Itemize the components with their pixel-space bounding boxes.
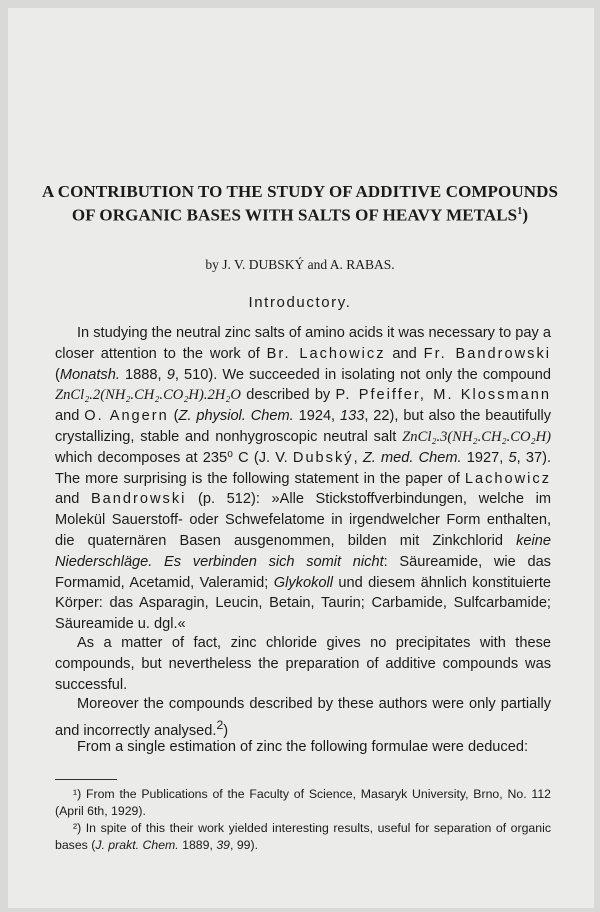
author-name: Bandrowski [90, 491, 187, 508]
volume: 39 [216, 838, 230, 852]
footnote-2: ²) In spite of this their work yielded interesting results, useful for separation of organic bases (J. prakt. Chem. 1889, 39, 99). [55, 821, 551, 852]
title-text: A CONTRIBUTION TO THE STUDY OF ADDITIVE COMPOUNDS OF ORGANIC BASES WITH SALTS OF HEAVY METALS [41, 182, 559, 225]
footnote-mark: 2 [216, 717, 224, 732]
author-name: Br. Lachowicz [266, 345, 386, 362]
title-footnote-close: ) [522, 205, 529, 225]
paragraph-4: From a single estimation of zinc the following formulae were deduced: [77, 739, 529, 755]
volume: 5 [508, 449, 517, 466]
journal-name: Monatsh. [59, 366, 120, 383]
author-name: Lachowicz [464, 470, 551, 487]
journal-name: Z. physiol. Chem. [178, 408, 294, 425]
article-title [40, 182, 560, 226]
journal-name: Z. med. Chem. [362, 449, 462, 466]
author-name: P. Pfeiffer, M. Klossmann [335, 387, 551, 404]
title-footnote-mark: 1 [517, 206, 523, 217]
footnote-1: ¹) From the Publications of the Faculty of Science, Masaryk University, Brno, No. 112 (April 6th, 1929). [55, 787, 551, 818]
paragraph-3: Moreover the compounds described by these authors were only partially and incorrectly analysed.$^2$) [55, 696, 551, 739]
author-name: Dubský [292, 449, 354, 466]
formula: ZnCl₂.2(NH₂.CH₂.CO₂H).2H₂O [55, 387, 241, 404]
volume: 9 [166, 366, 175, 383]
byline: by J. V. DUBSKÝ and A. RABAS. [205, 257, 395, 272]
journal-name: J. prakt. Chem. [95, 838, 179, 852]
paragraph-1: In studying the neutral zinc salts of amino acids it was necessary to pay a closer attention to the work of Br. Lachowicz and Fr. Bandrowski (Monatsh. 1888, 9, 510). We succeeded in isolating not only the compound ZnCl₂.2(NH₂.CH₂.CO₂H).2H₂O described by P. Pfeiffer, M. Klossmann and O. Angern (Z. physiol. Chem. 1924, 133, 22), but also the beautifully crystallizing, stable and nonhygroscopic neutral salt ZnCl₂.3(NH₂.CH₂.CO₂H) which decomposes at 235⁰ C (J. V. Dubský, Z. med. Chem. 1927, 5, 37). The more surprising is the following statement in the paper of Lachowicz and Bandrowski (p. 512): »Alle Stickstoffverbindungen, welche im Molekül Sauerstoff- oder Schwefelatome in irgendwelcher Form enthalten, die quaternären Basen ausgenommen, bilden mit Zinkchlorid keine Niederschläge. Es verbinden sich somit nicht: Säureamide, wie das Formamid, Acetamid, Valeramid; Glykokoll und diesem ähnlich konstituierte Körper: das Asparagin, Leucin, Betain, Taurin; Carbamide, Sulfcarbamide; Säureamide u. dgl.« [55, 325, 552, 633]
author-name: O. Angern [84, 408, 169, 425]
paragraph-2: As a matter of fact, zinc chloride gives no precipitates with these compounds, but nevertheless the preparation of additive compounds was successful. [55, 635, 551, 693]
formula: ZnCl₂.3(NH₂.CH₂.CO₂H) [402, 428, 551, 445]
volume: 133 [340, 408, 365, 425]
author-name: Fr. Bandrowski [423, 345, 551, 362]
footnote-divider [55, 779, 117, 780]
german-quote-emphasis: keine Niederschläge. Es verbinden sich somit nicht [55, 532, 551, 570]
section-heading: Introductory. [248, 294, 352, 311]
german-quote-emphasis: Glykokoll [273, 574, 333, 591]
